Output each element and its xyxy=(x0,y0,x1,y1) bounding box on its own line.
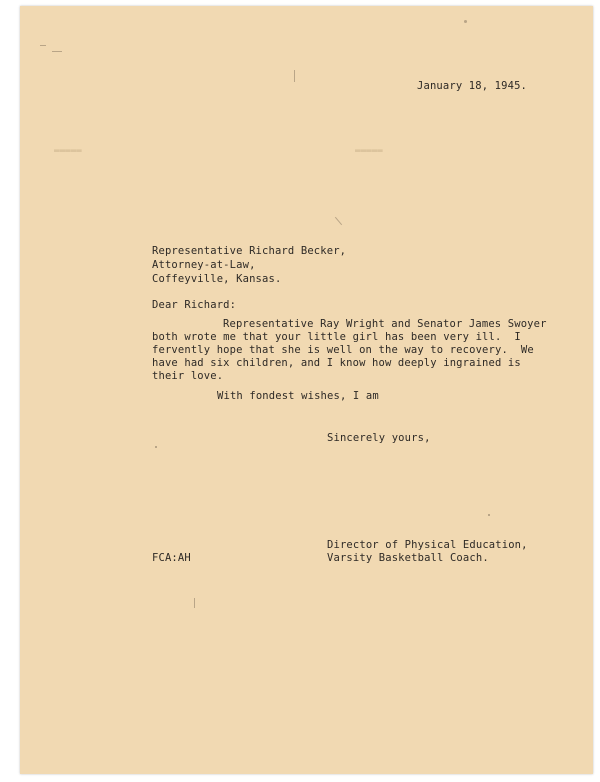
body-line: Representative Ray Wright and Senator James Swoyer xyxy=(223,318,547,330)
paper-speck xyxy=(194,598,195,608)
closing-line: With fondest wishes, I am xyxy=(217,390,379,402)
reference-initials: FCA:AH xyxy=(152,552,191,564)
paper-speck xyxy=(155,446,157,448)
show-through-mark: ▬▬▬▬▬ xyxy=(355,146,383,156)
letter-page xyxy=(20,6,593,774)
paper-speck xyxy=(335,217,342,225)
signature-title-line: Director of Physical Education, xyxy=(327,539,528,551)
paper-speck xyxy=(52,51,62,52)
paper-speck xyxy=(40,45,46,46)
body-line: have had six children, and I know how deeply ingrained is xyxy=(152,357,521,369)
recipient-line: Attorney-at-Law, xyxy=(152,259,256,271)
paper-speck xyxy=(294,70,295,82)
signature-title-line: Varsity Basketball Coach. xyxy=(327,552,489,564)
paper-speck xyxy=(464,20,467,23)
body-line: both wrote me that your little girl has been very ill. I xyxy=(152,331,521,343)
show-through-mark: ▬▬▬▬▬ xyxy=(54,146,82,156)
body-line: fervently hope that she is well on the way to recovery. We xyxy=(152,344,534,356)
letter-date: January 18, 1945. xyxy=(417,80,528,92)
recipient-line: Coffeyville, Kansas. xyxy=(152,273,282,285)
complimentary-close: Sincerely yours, xyxy=(327,432,431,444)
body-line: their love. xyxy=(152,370,224,382)
salutation: Dear Richard: xyxy=(152,299,237,311)
paper-speck xyxy=(488,514,490,516)
recipient-line: Representative Richard Becker, xyxy=(152,245,347,257)
